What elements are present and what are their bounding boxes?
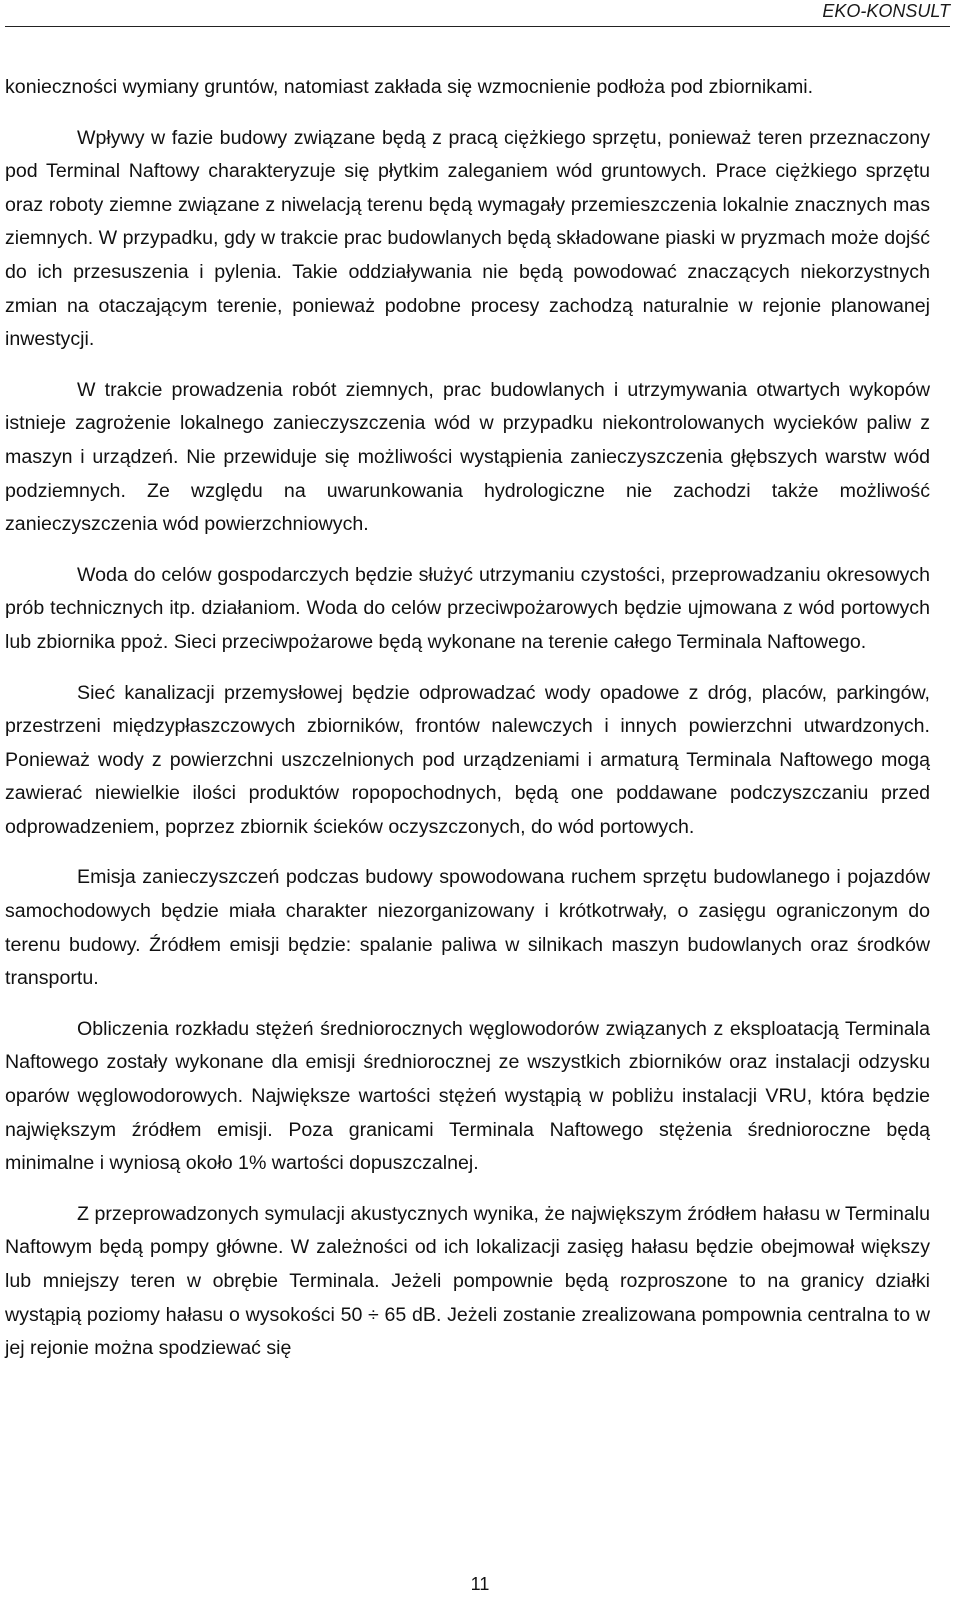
- page-number: 11: [470, 1574, 490, 1594]
- paragraph-continuation: konieczności wymiany gruntów, natomiast zakłada się wzmocnienie podłoża pod zbiornikami.: [5, 76, 814, 98]
- paragraph-water-use: Woda do celów gospodarczych będzie służyć utrzymaniu czystości, przeprowadzaniu okresowych prób technicznych itp. działaniom. Woda do celów przeciwpożarowych będzie ujmowana z wód portowych lub zbiornika ppoż. Sieci przeciwpożarowe będą wykonane na terenie całego Terminala Naftowego.: [5, 563, 930, 653]
- body-text: [5, 71, 930, 1383]
- paragraph-acoustic-simulations: Z przeprowadzonych symulacji akustycznych wynika, że największym źródłem hałasu w Terminalu Naftowym będą pompy główne. W zależności od ich lokalizacji zasięg hałasu będzie obejmował większy lub mniejszy teren w obrębie Terminala. Jeżeli pompownie będą rozproszone to na granicy działki wystąpią poziomy hałasu o wysokości 50 ÷ 65 dB. Jeżeli zostanie zrealizowana pompownia centralna to w jej rejonie można spodziewać się: [5, 1202, 930, 1360]
- header-divider: [5, 26, 950, 27]
- paragraph-construction-emissions: Emisja zanieczyszczeń podczas budowy spowodowana ruchem sprzętu budowlanego i pojazdów samochodowych będzie miała charakter niezorganizowany i krótkotrwały, o zasięgu ograniczonym do terenu budowy. Źródłem emisji będzie: spalanie paliwa w silnikach maszyn budowlanych oraz środków transportu.: [5, 866, 930, 990]
- paragraph-construction-impacts: Wpływy w fazie budowy związane będą z pracą ciężkiego sprzętu, ponieważ teren przeznaczony pod Terminal Naftowy charakteryzuje się płytkim zaleganiem wód gruntowych. Prace ciężkiego sprzętu oraz roboty ziemne związane z niwelacją terenu będą wymagały przemieszczenia lokalnie znacznych mas ziemnych. W przypadku, gdy w trakcie prac budowlanych będą składowane piaski w pryzmach może dojść do ich przesuszenia i pylenia. Takie oddziaływania nie będą powodować znaczących niekorzystnych zmian na otaczającym terenie, ponieważ podobne procesy zachodzą naturalnie w rejonie planowanej inwestycji.: [5, 126, 930, 351]
- paragraph-concentration-calculations: Obliczenia rozkładu stężeń średniorocznych węglowodorów związanych z eksploatacją Terminala Naftowego zostały wykonane dla emisji średniorocznej ze wszystkich zbiorników oraz instalacji odzysku oparów węglowodorowych. Największe wartości stężeń wystąpią w pobliżu instalacji VRU, która będzie największym źródłem emisji. Poza granicami Terminala Naftowego stężenia średnioroczne będą minimalne i wyniosą około 1% wartości dopuszczalnej.: [5, 1017, 930, 1175]
- paragraph-groundwater-risk: W trakcie prowadzenia robót ziemnych, prac budowlanych i utrzymywania otwartych wykopów istnieje zagrożenie lokalnego zanieczyszczenia wód w przypadku niekontrolowanych wycieków paliw z maszyn i urządzeń. Nie przewiduje się możliwości wystąpienia zanieczyszczenia głębszych warstw wód podziemnych. Ze względu na uwarunkowania hydrologiczne nie zachodzi także możliwość zanieczyszczenia wód powierzchniowych.: [5, 378, 930, 536]
- paragraph-sewage-system: Sieć kanalizacji przemysłowej będzie odprowadzać wody opadowe z dróg, placów, parkingów, przestrzeni międzypłaszczowych zbiorników, frontów nalewczych i innych powierzchni utwardzonych. Ponieważ wody z powierzchni uszczelnionych pod urządzeniami i armaturą Terminala Naftowego mogą zawierać niewielkie ilości produktów ropopochodnych, będą one poddawane podczyszczaniu przed odprowadzeniem, poprzez zbiornik ścieków oczyszczonych, do wód portowych.: [5, 681, 930, 838]
- running-header: EKO-KONSULT: [822, 1, 950, 21]
